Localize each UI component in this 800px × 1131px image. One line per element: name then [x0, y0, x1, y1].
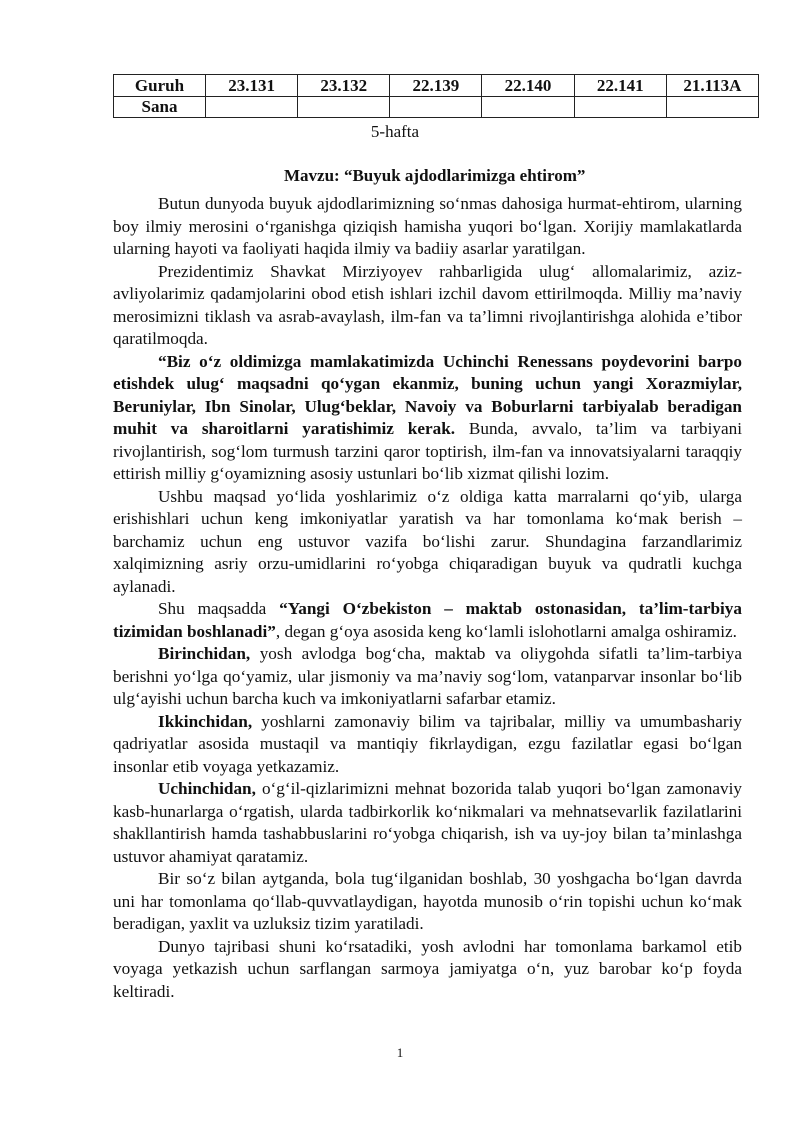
date-header-cell: Sana	[114, 97, 206, 118]
group-cell: 23.131	[206, 75, 298, 97]
date-cell	[666, 97, 758, 118]
lead-word: Uchinchidan,	[158, 779, 256, 798]
quote-bold: “Biz o‘z oldimizga mamlakatimizda Uchinchi Renessans poydevorini barpo etishdek ulug‘ maqsadni qo‘ygan ekanmiz, buning uchun yangi Xorazmiylar, Beruniylar, Ibn Sinolar, Ulug‘beklar, Navoiy va Boburlarni tarbiyalab beradigan muhit va sharoitlarni yaratishimiz kerak.	[113, 351, 742, 438]
paragraph	[113, 643, 742, 711]
paragraph: Dunyo tajribasi shuni ko‘rsatadiki, yosh avlodni har tomonlama barkamol etib voyaga yetkazish uchun sarflangan sarmoya jamiyatga o‘n, yuz barobar ko‘p foyda keltiradi.	[113, 936, 742, 1001]
paragraph-text: Shu maqsadda	[158, 599, 280, 618]
topic-title: Mavzu: “Buyuk ajdodlarimizga ehtirom”	[284, 166, 586, 185]
schedule-table	[113, 74, 759, 118]
paragraph-text: Bunda, avvalo, ta’lim va tarbiyani rivojlantirish, sog‘lom turmush tarzini qaror toptirish, ilm-fan va innovatsiyalarni taraqqiy ettirish milliy g‘oyamizning asosiy ustunlari bo‘lib xizmat qilishi lozim.	[113, 419, 742, 483]
group-cell: 22.141	[574, 75, 666, 97]
paragraph: Prezidentimiz Shavkat Mirziyoyev rahbarligida ulug‘ allomalarimiz, aziz-avliyolarimiz qadamjolarini obod etish ishlari izchil davom ettirilmoqda. Milliy ma’naviy merosimizni tiklash va asrab-avaylash, ilm-fan va ta’limni rivojlantirishga alohida e’tibor qaratilmoqda.	[113, 261, 742, 348]
date-row	[114, 97, 759, 118]
lead-word: Birinchidan,	[158, 644, 251, 663]
group-header-cell: Guruh	[114, 75, 206, 97]
week-label: 5-hafta	[370, 122, 420, 141]
paragraph: Bir so‘z bilan aytganda, bola tug‘ilganidan boshlab, 30 yoshgacha bo‘lgan davrda uni har tomonlama qo‘llab-quvvatlaydigan, hayotda munosib o‘rin topishi uchun ko‘mak beradigan, yaxlit va uzluksiz tizim yaratiladi.	[113, 869, 742, 933]
slogan-bold: “Yangi O‘zbekiston – maktab ostonasidan, ta’lim-tarbiya tizimidan boshlanadi”	[113, 599, 742, 641]
paragraph-text: o‘g‘il-qizlarimizni mehnat bozorida talab yuqori bo‘lgan zamonaviy kasb-hunarlarga o‘rgatish, ularda tadbirkorlik ko‘nikmalari va mehnatsevarlik fazilatlarini shakllantirish hamda tashabbuslarini ro‘yobga chiqarish, ish va uy-joy bilan ta’minlashga ustuvor ahamiyat qaratamiz.	[113, 779, 742, 866]
page-number: 1	[396, 1045, 404, 1060]
paragraph-text: , degan g‘oya asosida keng ko‘lamli islohotlarni amalga oshiramiz.	[275, 621, 737, 641]
group-cell: 21.113A	[666, 75, 758, 97]
paragraph	[113, 351, 742, 486]
date-cell	[482, 97, 574, 118]
document-body	[113, 193, 742, 1003]
date-cell	[574, 97, 666, 118]
paragraph-text: yoshlarni zamonaviy bilim va tajribalar, milliy va umumbashariy qadriyatlar asosida mustaqil va mantiqiy fikrlaydigan, ezgu fazilatlar egasi bo‘lgan insonlar etib voyaga yetkazamiz.	[113, 711, 742, 776]
paragraph	[113, 598, 742, 643]
group-row	[114, 75, 759, 97]
group-cell: 22.140	[482, 75, 574, 97]
paragraph-text: yosh avlodga bog‘cha, maktab va oliygohda sifatli ta’lim-tarbiya berishni yo‘lga qo‘yamiz, ular jismoniy va ma’naviy sog‘lom, vatanparvar insonlar bo‘lib ulg‘ayishi uchun barcha kuch va imkoniyatlarni safarbar etamiz.	[113, 644, 742, 708]
date-cell	[298, 97, 390, 118]
paragraph: Butun dunyoda buyuk ajdodlarimizning so‘nmas dahosiga hurmat-ehtirom, ularning boy ilmiy merosini o‘rganishga qiziqish hamisha yuqori bo‘lgan. Xorijiy mamlakatlarda ularning hayoti va faoliyati haqida ilmiy va badiiy asarlar yaratilgan.	[113, 194, 742, 258]
group-cell: 22.139	[390, 75, 482, 97]
group-cell: 23.132	[298, 75, 390, 97]
lead-word: Ikkinchidan,	[158, 711, 253, 731]
date-cell	[206, 97, 298, 118]
date-cell	[390, 97, 482, 118]
paragraph	[113, 711, 742, 779]
paragraph	[113, 778, 742, 868]
paragraph: Ushbu maqsad yo‘lida yoshlarimiz o‘z oldiga katta marralarni qo‘yib, ularga erishishlari uchun keng imkoniyatlar yaratish va har tomonlama ko‘mak berish – barchamiz uchun eng ustuvor vazifa bo‘lishi zarur. Shundagina farzandlarimiz xalqimizning asriy orzu-umidlarini ro‘yobga chiqaradigan buyuk va qudratli kuchga aylanadi.	[113, 486, 742, 596]
